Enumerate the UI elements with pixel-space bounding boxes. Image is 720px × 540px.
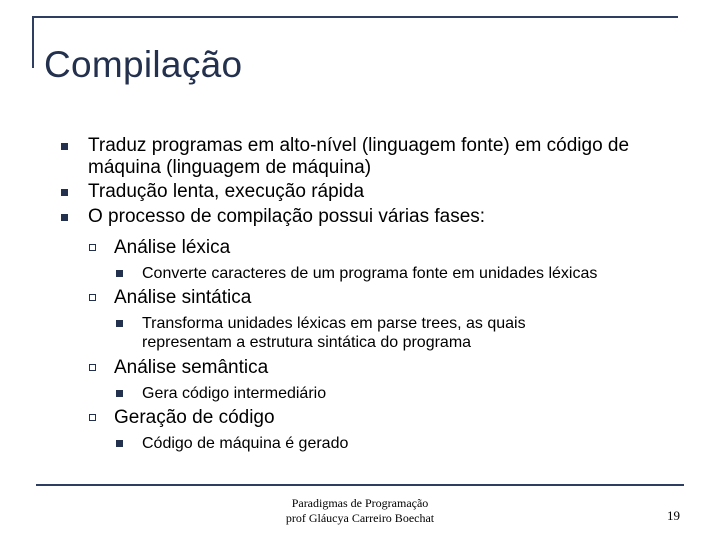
slide-title: Compilação (44, 44, 243, 85)
phase-name: Geração de código (114, 407, 275, 428)
bullet-text: Traduz programas em alto-nível (linguagem fonte) em código de máquina (linguagem de máquina) (88, 135, 630, 178)
bullet-text: O processo de compilação possui várias fases: (88, 206, 486, 227)
hollow-bullet-icon (89, 414, 96, 421)
hollow-bullet-icon (89, 364, 96, 371)
bottom-rule (36, 484, 684, 486)
page-number: 19 (667, 508, 680, 523)
footer-course: Paradigmas de Programação (291, 496, 429, 510)
phase-detail: Transforma unidades léxicas em parse trees, as quais representam a estrutura sintática do programa (142, 315, 526, 351)
square-bullet-icon (116, 270, 123, 277)
square-bullet-icon (116, 440, 123, 447)
bullet-text: Tradução lenta, execução rápida (88, 181, 365, 202)
phase-name: Análise léxica (114, 237, 231, 258)
hollow-bullet-icon (89, 294, 96, 301)
top-rule (32, 16, 678, 18)
footer-author: prof Gláucya Carreiro Boechat (285, 511, 435, 525)
footer (250, 496, 470, 526)
phase-detail: Gera código intermediário (142, 385, 327, 402)
phase-name: Análise sintática (114, 287, 252, 308)
square-bullet-icon (61, 214, 68, 221)
phase-name: Análise semântica (114, 357, 269, 378)
square-bullet-icon (61, 189, 68, 196)
left-rule (32, 16, 34, 68)
phase-detail: Código de máquina é gerado (142, 435, 349, 452)
square-bullet-icon (116, 390, 123, 397)
square-bullet-icon (61, 143, 68, 150)
square-bullet-icon (116, 320, 123, 327)
phase-detail: Converte caracteres de um programa fonte em unidades léxicas (142, 265, 598, 282)
hollow-bullet-icon (89, 244, 96, 251)
